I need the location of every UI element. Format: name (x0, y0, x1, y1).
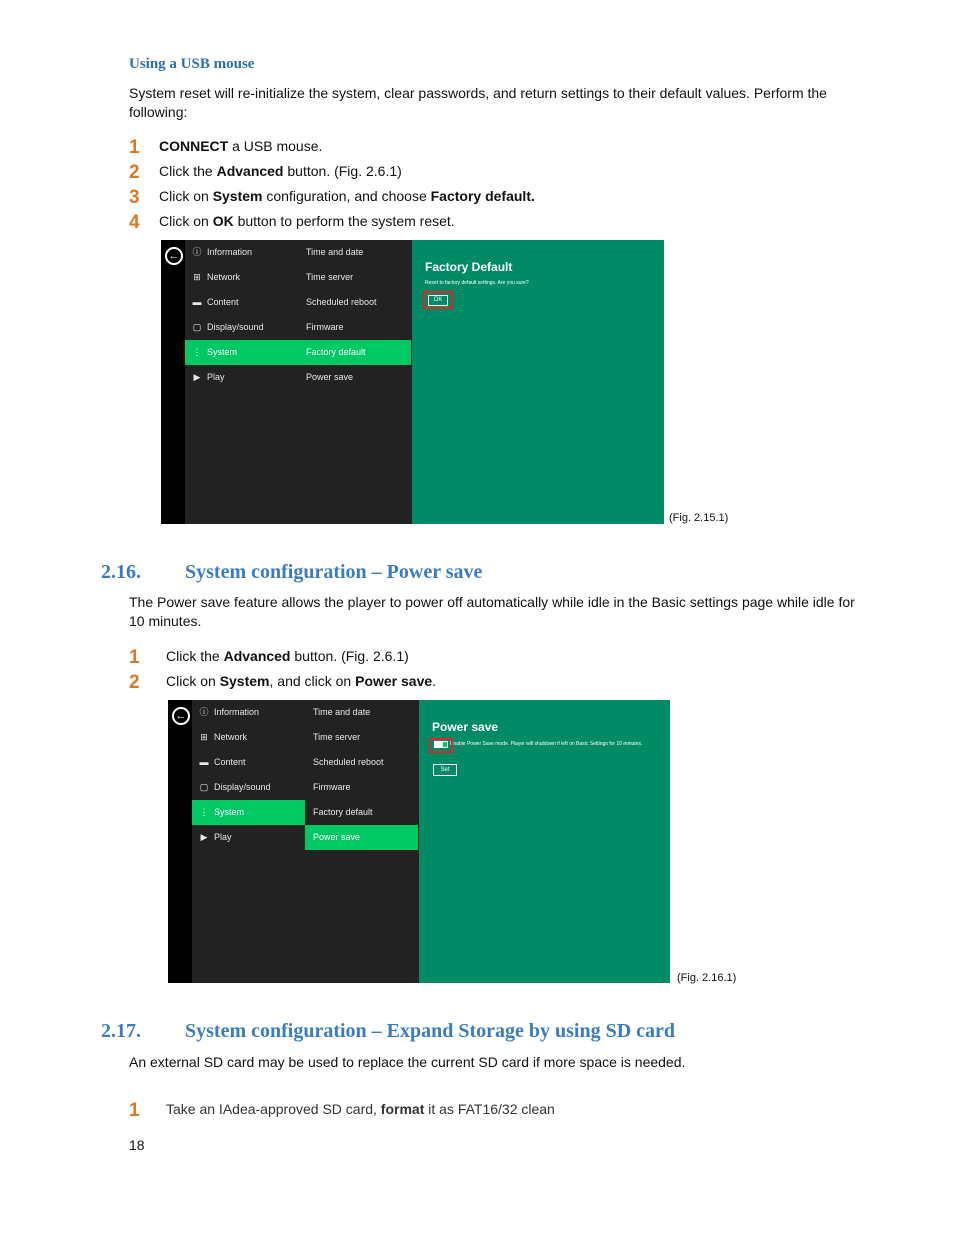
usb-intro-paragraph: System reset will re-initialize the system, clear passwords, and return settings to their default values. Perform the following: (129, 85, 827, 120)
submenu-firmware[interactable]: Firmware (306, 322, 344, 332)
content-icon: ▬ (199, 757, 209, 767)
highlight-box (423, 291, 453, 309)
menu-row (192, 750, 418, 775)
play-icon: ▶ (200, 832, 208, 842)
power-save-intro-paragraph: The Power save feature allows the player to power off automatically while idle in the Basic settings page while idle for 10 minutes. (129, 594, 855, 629)
menu-row (185, 315, 411, 340)
network-icon: ⊞ (200, 732, 208, 742)
usb-step-3: 3 Click on System configuration, and choose Factory default. (129, 187, 535, 208)
sd-card-step-1: 1 Take an IAdea-approved SD card, format it as FAT16/32 clean (129, 1100, 555, 1121)
settings-menu (185, 240, 411, 524)
left-rail (161, 240, 185, 524)
content-icon: ▬ (192, 297, 202, 307)
menu-row (185, 265, 411, 290)
settings-menu (192, 700, 418, 983)
pane-title: Factory Default (425, 260, 513, 274)
submenu-factory-default[interactable]: Factory default (306, 347, 366, 357)
power-save-step-2: 2 Click on System, and click on Power save. (129, 672, 437, 693)
display-icon: ▢ (199, 782, 209, 792)
submenu-time-server[interactable]: Time server (313, 732, 361, 742)
menu-item-play[interactable]: ▶ Play (192, 825, 305, 850)
pane-title: Power save (432, 720, 499, 734)
menu-item-network[interactable]: ⊞ Network (192, 725, 305, 750)
page-number: 18 (129, 1137, 145, 1153)
menu-row-selected (185, 340, 411, 365)
submenu-factory-default[interactable]: Factory default (313, 807, 373, 817)
submenu-time-and-date[interactable]: Time and date (313, 707, 371, 717)
back-arrow-icon[interactable]: ← (172, 707, 190, 725)
pane-description: Reset to factory default settings. Are you sure? (425, 280, 529, 286)
menu-item-network[interactable]: ⊞ Network (185, 265, 298, 290)
menu-item-content[interactable]: ▬ Content (192, 750, 305, 775)
section-heading-2-16: 2.16. System configuration – Power save (101, 561, 483, 583)
menu-item-display-sound[interactable]: ▢ Display/sound (192, 775, 305, 800)
usb-step-2: 2 Click the Advanced button. (Fig. 2.6.1) (129, 162, 402, 183)
highlight-box (429, 738, 453, 753)
figure-power-save (168, 700, 670, 983)
power-save-step-1: 1 Click the Advanced button. (Fig. 2.6.1) (129, 647, 409, 668)
usb-step-1: 1 CONNECT a USB mouse. (129, 137, 323, 158)
menu-item-system[interactable]: ⋮ System (192, 800, 305, 825)
menu-row (192, 775, 418, 800)
submenu-scheduled-reboot[interactable]: Scheduled reboot (306, 297, 377, 307)
network-icon: ⊞ (193, 272, 201, 282)
info-icon: ⓘ (199, 707, 209, 717)
menu-item-content[interactable]: ▬ Content (185, 290, 298, 315)
menu-row (192, 800, 418, 825)
back-arrow-icon[interactable]: ← (165, 247, 183, 265)
section-heading-2-17: 2.17. System configuration – Expand Storage by using SD card (101, 1020, 676, 1042)
menu-row (192, 700, 418, 725)
figure-factory-default (161, 240, 664, 524)
menu-row (192, 825, 418, 850)
menu-row (185, 240, 411, 265)
menu-item-information[interactable]: ⓘ Information (185, 240, 298, 265)
submenu-firmware[interactable]: Firmware (313, 782, 351, 792)
figure-caption-2-16-1: (Fig. 2.16.1) (677, 972, 737, 984)
menu-row (192, 725, 418, 750)
submenu-power-save[interactable]: Power save (305, 825, 418, 850)
ok-button[interactable]: OK (428, 295, 448, 306)
pane-description: Enable Power Save mode. Player will shutdown if left on Basic Settings for 10 minutes. (450, 741, 643, 747)
menu-row (185, 290, 411, 315)
usb-step-4: 4 Click on OK button to perform the system reset. (129, 212, 455, 233)
system-icon: ⋮ (192, 347, 202, 357)
factory-default-pane (412, 240, 664, 524)
left-rail (168, 700, 192, 983)
menu-item-information[interactable]: ⓘ Information (192, 700, 305, 725)
submenu-time-server[interactable]: Time server (306, 272, 354, 282)
play-icon: ▶ (193, 372, 201, 382)
submenu-time-and-date[interactable]: Time and date (306, 247, 364, 257)
figure-caption-2-15-1: (Fig. 2.15.1) (669, 512, 729, 524)
power-save-pane (419, 700, 670, 983)
set-button[interactable]: Set (433, 764, 457, 776)
section-heading-usb-mouse: Using a USB mouse (129, 56, 255, 72)
info-icon: ⓘ (192, 247, 202, 257)
submenu-scheduled-reboot[interactable]: Scheduled reboot (313, 757, 384, 767)
submenu-power-save[interactable]: Power save (306, 372, 354, 382)
menu-item-system[interactable]: ⋮ System (185, 340, 298, 365)
menu-item-play[interactable]: ▶ Play (185, 365, 298, 390)
sd-card-intro-paragraph: An external SD card may be used to replace the current SD card if more space is needed. (129, 1054, 686, 1070)
menu-row (185, 365, 411, 390)
display-icon: ▢ (192, 322, 202, 332)
system-icon: ⋮ (199, 807, 209, 817)
menu-item-display-sound[interactable]: ▢ Display/sound (185, 315, 298, 340)
